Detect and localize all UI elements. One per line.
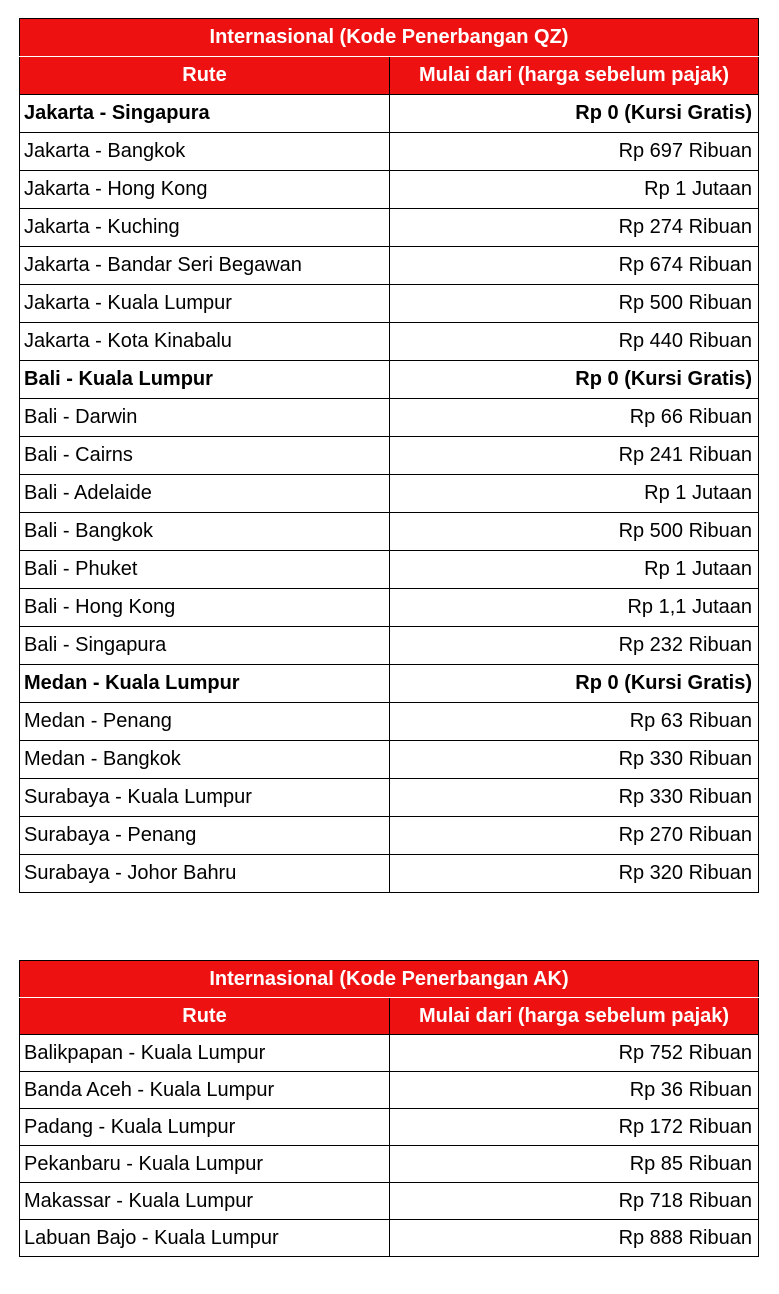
price-cell: Rp 752 Ribuan: [390, 1035, 759, 1072]
table-row: [20, 1183, 759, 1220]
table-row: [20, 399, 759, 437]
price-cell: Rp 1,1 Jutaan: [390, 589, 759, 627]
table-row: [20, 171, 759, 209]
table-row: [20, 665, 759, 703]
route-cell: Padang - Kuala Lumpur: [20, 1109, 390, 1146]
column-header-row: [20, 57, 759, 95]
price-cell: Rp 1 Jutaan: [390, 551, 759, 589]
route-cell: Jakarta - Kota Kinabalu: [20, 323, 390, 361]
table-row: [20, 361, 759, 399]
route-cell: Surabaya - Penang: [20, 817, 390, 855]
route-cell: Surabaya - Kuala Lumpur: [20, 779, 390, 817]
price-cell: Rp 66 Ribuan: [390, 399, 759, 437]
price-cell: Rp 330 Ribuan: [390, 779, 759, 817]
route-cell: Jakarta - Hong Kong: [20, 171, 390, 209]
price-cell: Rp 172 Ribuan: [390, 1109, 759, 1146]
column-header-route: Rute: [20, 57, 390, 95]
table-row: [20, 1072, 759, 1109]
route-cell: Bali - Cairns: [20, 437, 390, 475]
table-row: [20, 133, 759, 171]
price-cell: Rp 232 Ribuan: [390, 627, 759, 665]
price-cell: Rp 0 (Kursi Gratis): [390, 665, 759, 703]
table-row: [20, 703, 759, 741]
fare-table-ak: [19, 960, 759, 1257]
table-title-qz: Internasional (Kode Penerbangan QZ): [20, 19, 759, 57]
route-cell: Bali - Adelaide: [20, 475, 390, 513]
price-cell: Rp 500 Ribuan: [390, 285, 759, 323]
table-row: [20, 627, 759, 665]
route-cell: Bali - Singapura: [20, 627, 390, 665]
table-title-ak: Internasional (Kode Penerbangan AK): [20, 961, 759, 998]
table-row: [20, 1220, 759, 1257]
route-cell: Banda Aceh - Kuala Lumpur: [20, 1072, 390, 1109]
price-cell: Rp 36 Ribuan: [390, 1072, 759, 1109]
route-cell: Jakarta - Kuching: [20, 209, 390, 247]
route-cell: Bali - Phuket: [20, 551, 390, 589]
price-cell: Rp 500 Ribuan: [390, 513, 759, 551]
route-cell: Jakarta - Singapura: [20, 95, 390, 133]
table-row: [20, 285, 759, 323]
route-cell: Jakarta - Bangkok: [20, 133, 390, 171]
price-cell: Rp 674 Ribuan: [390, 247, 759, 285]
route-cell: Makassar - Kuala Lumpur: [20, 1183, 390, 1220]
price-cell: Rp 85 Ribuan: [390, 1146, 759, 1183]
route-cell: Jakarta - Bandar Seri Begawan: [20, 247, 390, 285]
table-row: [20, 247, 759, 285]
table-row: [20, 437, 759, 475]
route-cell: Medan - Bangkok: [20, 741, 390, 779]
price-cell: Rp 1 Jutaan: [390, 171, 759, 209]
price-cell: Rp 888 Ribuan: [390, 1220, 759, 1257]
route-cell: Medan - Penang: [20, 703, 390, 741]
price-cell: Rp 440 Ribuan: [390, 323, 759, 361]
table-row: [20, 817, 759, 855]
table-row: [20, 513, 759, 551]
route-cell: Balikpapan - Kuala Lumpur: [20, 1035, 390, 1072]
route-cell: Bali - Darwin: [20, 399, 390, 437]
price-cell: Rp 697 Ribuan: [390, 133, 759, 171]
price-cell: Rp 274 Ribuan: [390, 209, 759, 247]
column-header-price: Mulai dari (harga sebelum pajak): [390, 998, 759, 1035]
route-cell: Bali - Hong Kong: [20, 589, 390, 627]
price-cell: Rp 0 (Kursi Gratis): [390, 361, 759, 399]
table-row: [20, 1146, 759, 1183]
column-header-price: Mulai dari (harga sebelum pajak): [390, 57, 759, 95]
table-row: [20, 551, 759, 589]
route-cell: Bali - Kuala Lumpur: [20, 361, 390, 399]
price-cell: Rp 330 Ribuan: [390, 741, 759, 779]
fare-table-qz: [19, 18, 759, 893]
route-cell: Jakarta - Kuala Lumpur: [20, 285, 390, 323]
table-row: [20, 323, 759, 361]
route-cell: Medan - Kuala Lumpur: [20, 665, 390, 703]
fare-rows-qz: [20, 95, 759, 893]
price-cell: Rp 320 Ribuan: [390, 855, 759, 893]
route-cell: Labuan Bajo - Kuala Lumpur: [20, 1220, 390, 1257]
column-header-route: Rute: [20, 998, 390, 1035]
table-row: [20, 475, 759, 513]
price-cell: Rp 63 Ribuan: [390, 703, 759, 741]
table-row: [20, 779, 759, 817]
price-cell: Rp 1 Jutaan: [390, 475, 759, 513]
table-row: [20, 1109, 759, 1146]
table-row: [20, 589, 759, 627]
price-cell: Rp 270 Ribuan: [390, 817, 759, 855]
route-cell: Bali - Bangkok: [20, 513, 390, 551]
table-row: [20, 741, 759, 779]
price-cell: Rp 718 Ribuan: [390, 1183, 759, 1220]
table-row: [20, 1035, 759, 1072]
table-row: [20, 855, 759, 893]
table-row: [20, 209, 759, 247]
table-row: [20, 95, 759, 133]
fare-rows-ak: [20, 1035, 759, 1257]
price-cell: Rp 0 (Kursi Gratis): [390, 95, 759, 133]
price-cell: Rp 241 Ribuan: [390, 437, 759, 475]
route-cell: Pekanbaru - Kuala Lumpur: [20, 1146, 390, 1183]
route-cell: Surabaya - Johor Bahru: [20, 855, 390, 893]
column-header-row: [20, 998, 759, 1035]
table-title-row: [20, 961, 759, 998]
table-title-row: [20, 19, 759, 57]
